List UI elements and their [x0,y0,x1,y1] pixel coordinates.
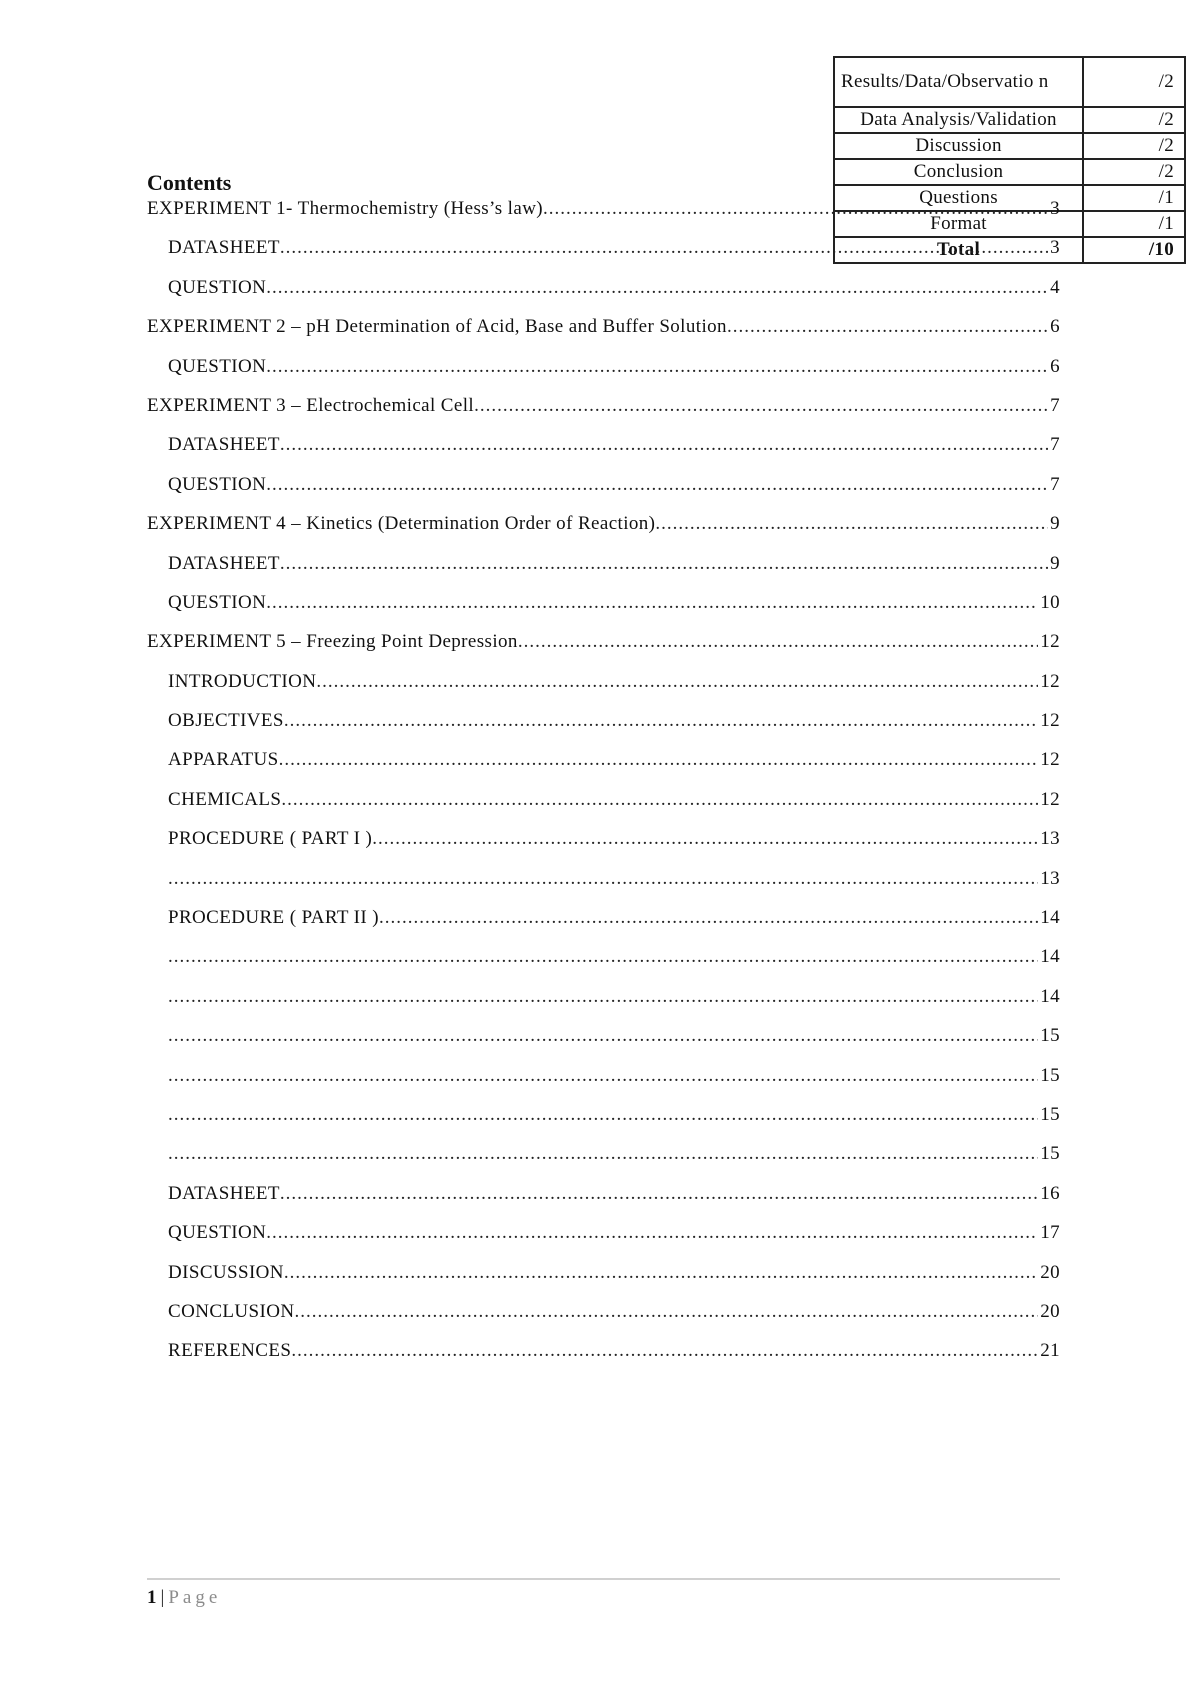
toc-page-number: 12 [1040,631,1060,653]
toc-entry[interactable] [147,1340,1060,1379]
toc-entry[interactable] [147,434,1060,473]
toc-dot-leader [518,631,1038,653]
toc-dot-leader [372,828,1038,850]
toc-dot-leader [266,277,1048,299]
toc-page-number: 15 [1040,1143,1060,1165]
toc-entry[interactable] [147,316,1060,355]
toc-dot-leader [168,868,1038,890]
toc-page-number: 7 [1050,434,1060,456]
toc-entry-label: QUESTION [168,591,267,613]
toc-entry-label: CHEMICALS [168,788,282,810]
marks-row [834,133,1185,159]
toc-page-number: 12 [1040,749,1060,771]
toc-dot-leader [284,710,1038,732]
toc-page-number: 20 [1040,1261,1060,1283]
toc-entry[interactable] [147,789,1060,828]
toc-entry[interactable] [147,1025,1060,1064]
toc-dot-leader [294,1301,1038,1323]
toc-entry[interactable] [147,631,1060,670]
toc-entry[interactable] [147,710,1060,749]
toc-page-number: 15 [1040,1103,1060,1125]
toc-entry[interactable] [147,868,1060,907]
marks-criterion: Conclusion [834,159,1083,185]
toc-page-number: 17 [1040,1222,1060,1244]
toc-entry[interactable] [147,1143,1060,1182]
toc-entry[interactable] [147,1065,1060,1104]
toc-entry-label: QUESTION [168,355,267,377]
toc-entry-label: DATASHEET [168,1182,280,1204]
toc-dot-leader [280,434,1048,456]
toc-page-number: 21 [1040,1340,1060,1362]
marks-score: /2 [1083,107,1185,133]
toc-entry-label: DATASHEET [168,237,280,259]
toc-dot-leader [266,592,1038,614]
toc-dot-leader [168,946,1038,968]
toc-entry-label: EXPERIMENT 3 – Electrochemical Cell [147,394,475,416]
toc-dot-leader [316,671,1038,693]
toc-dot-leader [279,749,1039,771]
toc-page-number: 6 [1050,355,1060,377]
marks-total-label: Total [834,237,1083,263]
toc-entry[interactable] [147,592,1060,631]
marks-row [834,159,1185,185]
toc-entry[interactable] [147,946,1060,985]
toc-entry[interactable] [147,237,1060,276]
toc-entry-label: DATASHEET [168,434,280,456]
toc-page-number: 15 [1040,1064,1060,1086]
table-of-contents [147,198,1060,1380]
toc-page-number: 13 [1040,867,1060,889]
toc-page-number: 7 [1050,473,1060,495]
toc-entry-label: EXPERIMENT 2 – pH Determination of Acid, Base and Buffer Solution [147,316,727,338]
toc-entry[interactable] [147,1222,1060,1261]
toc-entry[interactable] [147,474,1060,513]
contents-heading: Contents [147,170,232,195]
footer-page-word: Page [168,1587,222,1608]
toc-dot-leader [168,1104,1038,1126]
toc-entry-label: QUESTION [168,1222,267,1244]
toc-entry-label: EXPERIMENT 4 – Kinetics (Determination Order of Reaction) [147,513,656,535]
toc-page-number: 15 [1040,1025,1060,1047]
toc-dot-leader [266,1222,1038,1244]
toc-entry[interactable] [147,1262,1060,1301]
footer-page-number: 1 [147,1587,157,1608]
toc-entry[interactable] [147,1183,1060,1222]
toc-page-number: 4 [1050,276,1060,298]
toc-page-number: 12 [1040,710,1060,732]
toc-entry-label: PROCEDURE ( PART II ) [168,907,380,929]
toc-page-number: 14 [1040,907,1060,929]
toc-page-number: 13 [1040,828,1060,850]
toc-dot-leader [284,1262,1038,1284]
marks-row [834,57,1185,107]
toc-dot-leader [168,986,1038,1008]
toc-dot-leader [281,789,1038,811]
toc-page-number: 10 [1040,591,1060,613]
toc-page-number: 14 [1040,985,1060,1007]
toc-entry[interactable] [147,986,1060,1025]
marks-criterion: Format [834,211,1083,237]
toc-entry[interactable] [147,356,1060,395]
toc-entry[interactable] [147,828,1060,867]
marks-criterion: Discussion [834,133,1083,159]
toc-entry-label: QUESTION [168,276,267,298]
toc-dot-leader [474,395,1048,417]
toc-entry[interactable] [147,395,1060,434]
marks-total-score: /10 [1083,237,1185,263]
toc-page-number: 20 [1040,1300,1060,1322]
toc-dot-leader [168,1143,1038,1165]
toc-page-number: 9 [1050,513,1060,535]
marks-score: /2 [1083,57,1185,107]
marks-score: /1 [1083,211,1185,237]
toc-dot-leader [291,1340,1038,1362]
toc-page-number: 12 [1040,670,1060,692]
toc-entry-label: CONCLUSION [168,1300,295,1322]
marks-score: /1 [1083,185,1185,211]
toc-page-number: 3 [1050,198,1060,219]
toc-page-number: 12 [1040,788,1060,810]
toc-entry[interactable] [147,749,1060,788]
toc-dot-leader [543,198,1048,220]
toc-dot-leader [280,553,1048,575]
toc-page-number: 14 [1040,946,1060,968]
toc-entry-label: OBJECTIVES [168,710,284,732]
toc-entry-label: QUESTION [168,473,267,495]
toc-entry-label: INTRODUCTION [168,670,317,692]
marks-row [834,107,1185,133]
toc-entry-label: DISCUSSION [168,1261,284,1283]
toc-entry[interactable] [147,513,1060,552]
toc-page-number: 7 [1050,394,1060,416]
toc-entry-label: EXPERIMENT 5 – Freezing Point Depression [147,631,518,653]
toc-entry[interactable] [147,198,1060,237]
marks-score: /2 [1083,159,1185,185]
toc-dot-leader [280,1183,1038,1205]
toc-entry-label: DATASHEET [168,552,280,574]
toc-entry-label: EXPERIMENT 1- Thermochemistry (Hess’s law) [147,198,544,219]
page-footer [147,1586,221,1610]
marks-criterion: Data Analysis/Validation [834,107,1083,133]
toc-entry[interactable] [147,553,1060,592]
toc-dot-leader [266,356,1048,378]
toc-page-number: 6 [1050,316,1060,338]
toc-entry[interactable] [147,671,1060,710]
toc-dot-leader [655,513,1048,535]
toc-dot-leader [379,907,1038,929]
marks-criterion: Questions [834,185,1083,211]
toc-entry[interactable] [147,1104,1060,1143]
toc-entry[interactable] [147,907,1060,946]
toc-page-number: 9 [1050,552,1060,574]
toc-entry-label: REFERENCES [168,1340,292,1362]
footer-divider [147,1578,1060,1580]
toc-entry[interactable] [147,1301,1060,1340]
toc-dot-leader [280,237,1048,259]
toc-entry-label: PROCEDURE ( PART I ) [168,828,373,850]
toc-dot-leader [168,1025,1038,1047]
toc-dot-leader [727,316,1048,338]
toc-entry-label: APPARATUS [168,749,279,771]
toc-page-number: 16 [1040,1182,1060,1204]
marks-score: /2 [1083,133,1185,159]
footer-separator: | [160,1587,165,1608]
toc-dot-leader [168,1065,1038,1087]
toc-page-number: 3 [1050,237,1060,259]
marks-criterion: Results/Data/Observatio n [834,57,1083,107]
toc-dot-leader [266,474,1048,496]
toc-entry[interactable] [147,277,1060,316]
